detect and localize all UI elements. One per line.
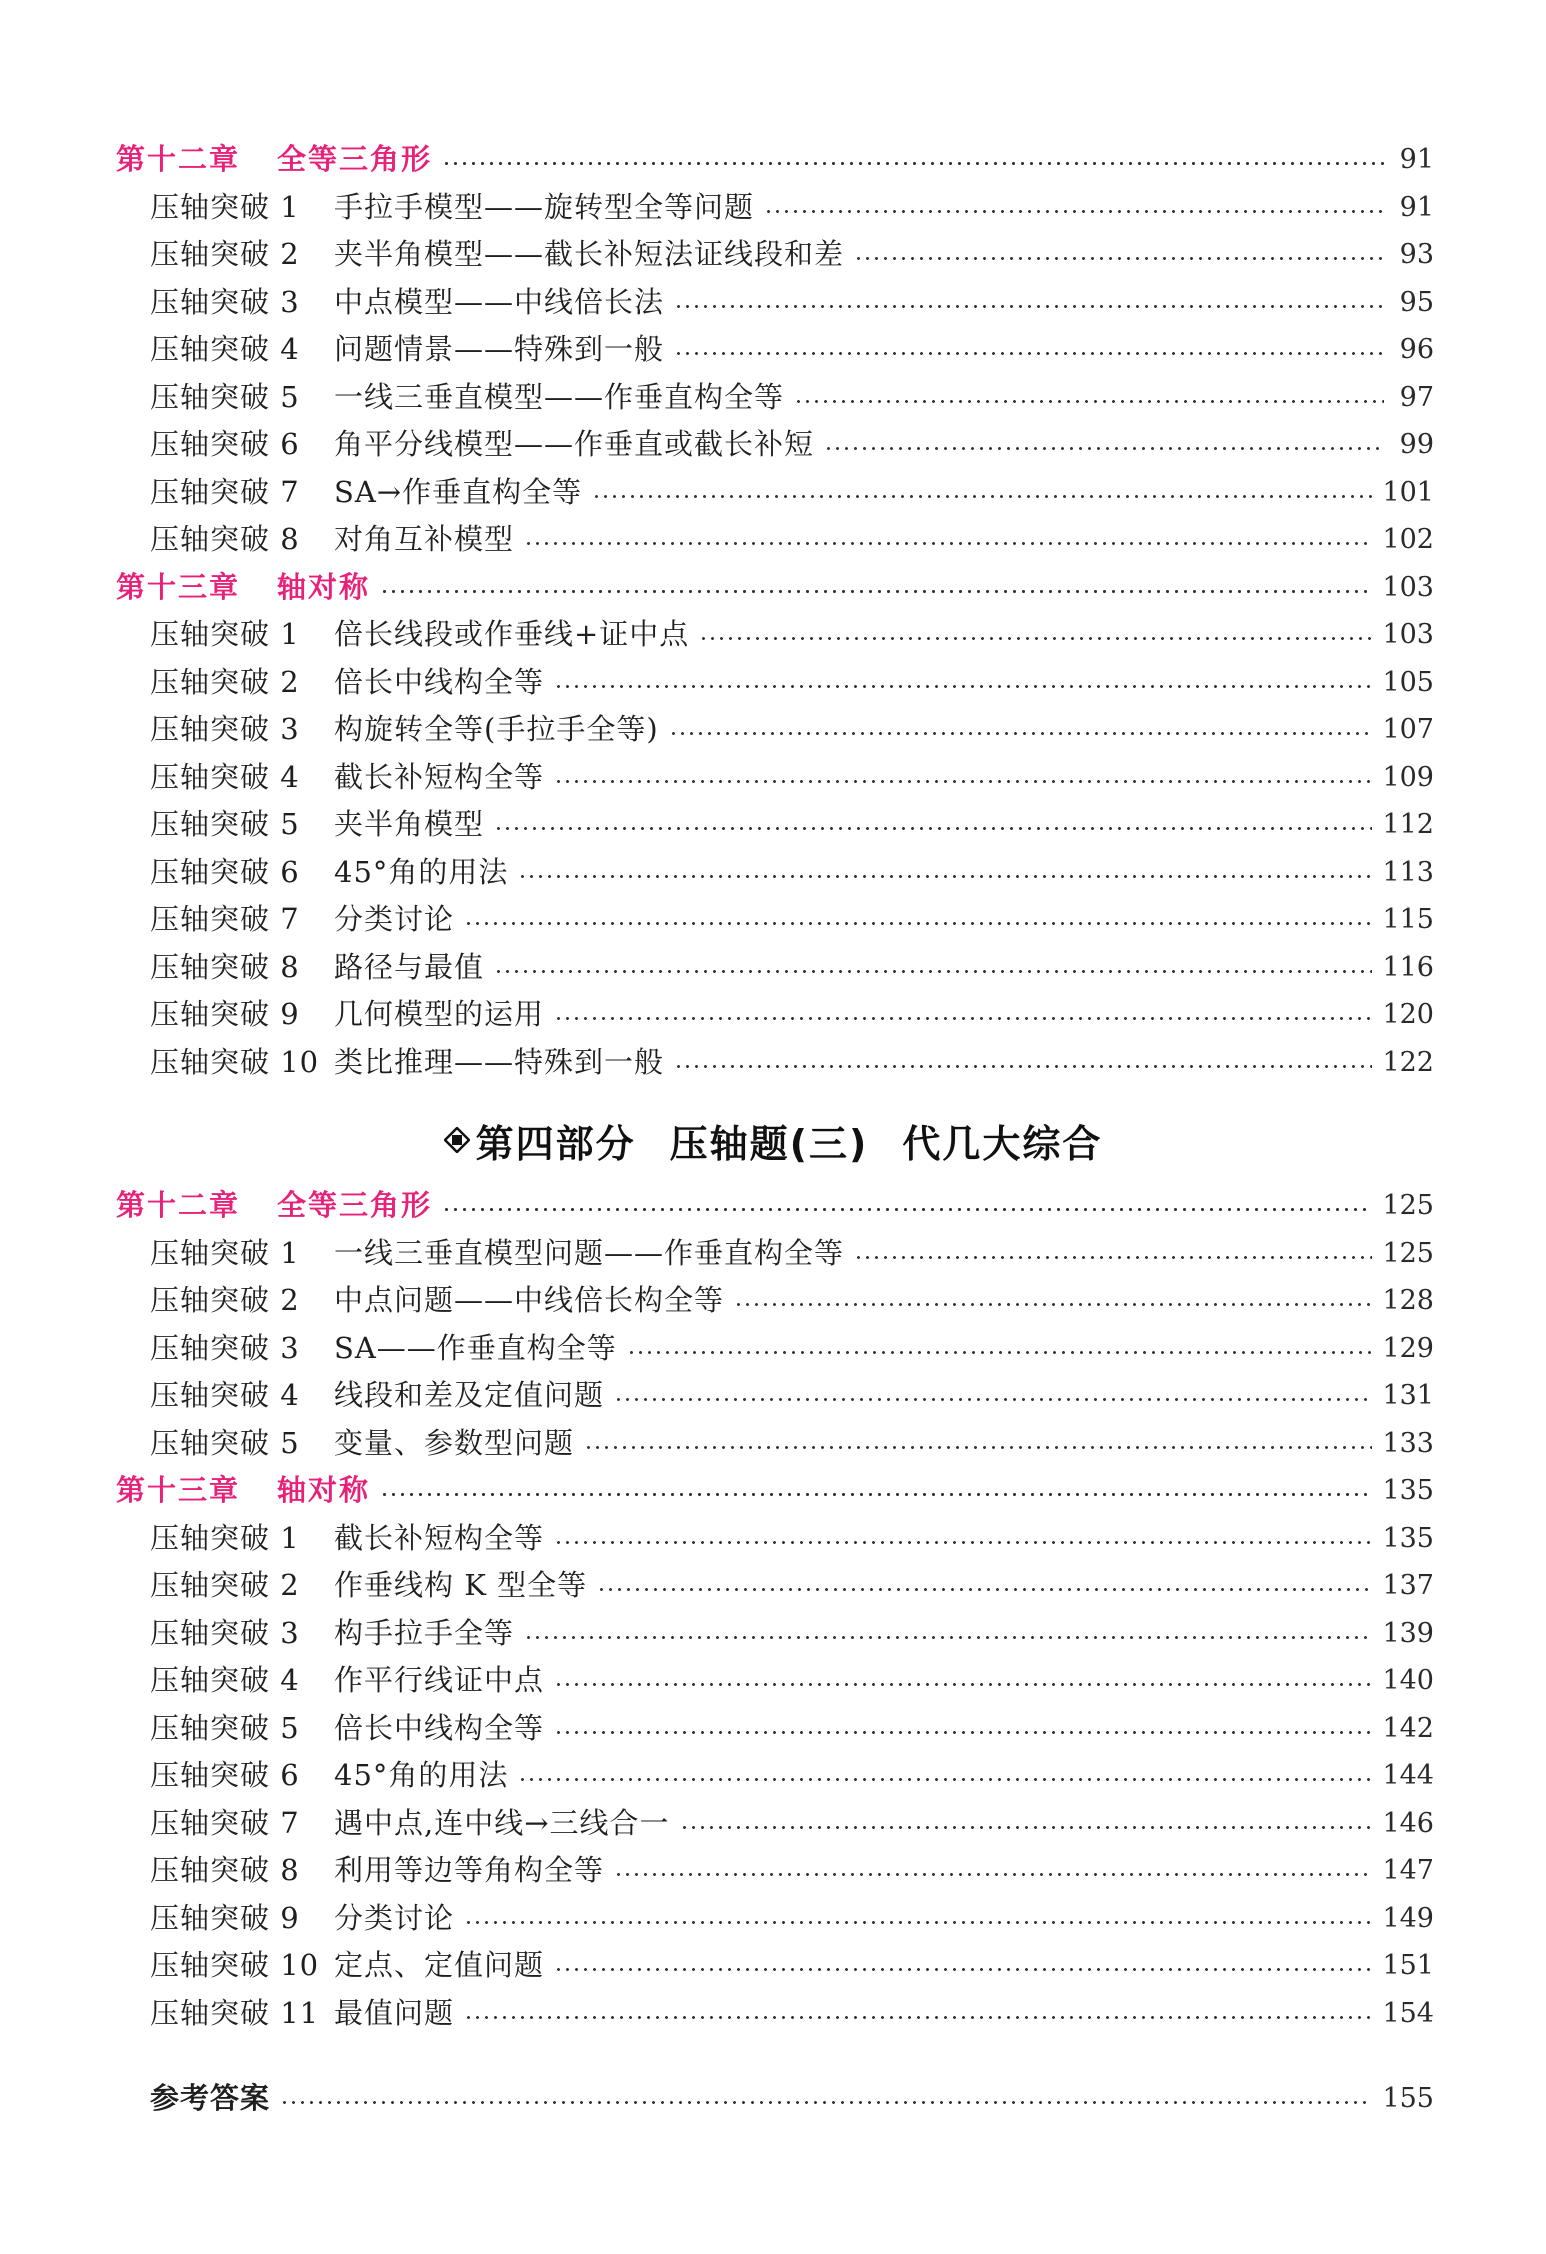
entry-prefix: 压轴突破 5 (150, 1710, 300, 1745)
entry-page-number: 101 (1382, 476, 1434, 508)
dot-leader (280, 2101, 1372, 2104)
entry-prefix: 压轴突破 5 (150, 1425, 300, 1460)
entry-page-number: 129 (1382, 1332, 1434, 1364)
entry-page-number: 103 (1382, 619, 1434, 651)
dot-leader (554, 1731, 1372, 1734)
dot-leader (674, 305, 1384, 308)
entry-prefix: 压轴突破 2 (150, 1283, 300, 1318)
dot-leader (524, 1636, 1372, 1639)
part-heading (0, 1110, 1546, 1170)
entry-prefix: 压轴突破 2 (150, 1568, 300, 1603)
entry-title: 截长补短构全等 (334, 759, 545, 794)
dot-leader (380, 590, 1372, 593)
entry-page-number: 151 (1382, 1950, 1434, 1982)
dot-leader (494, 970, 1372, 973)
entry-title: 角平分线模型——作垂直或截长补短 (334, 427, 815, 462)
entry-page-number: 97 (1399, 381, 1434, 413)
chapter-page-number: 103 (1382, 571, 1434, 603)
entry-prefix: 压轴突破 9 (150, 997, 300, 1032)
entry-page-number: 120 (1382, 999, 1434, 1031)
entry-title: 对角互补模型 (334, 522, 515, 557)
entry-page-number: 147 (1382, 1855, 1434, 1887)
toc-entry[interactable] (0, 1990, 1546, 2038)
entry-title: 夹半角模型 (334, 807, 485, 842)
entry-prefix: 压轴突破 2 (150, 237, 300, 272)
entry-prefix: 压轴突破 7 (150, 902, 300, 937)
entry-page-number: 128 (1382, 1285, 1434, 1317)
part-topic: 代几大综合 (902, 1121, 1103, 1166)
entry-prefix: 压轴突破 1 (150, 189, 300, 224)
dot-leader (614, 1873, 1372, 1876)
entry-title: SA——作垂直构全等 (334, 1330, 617, 1365)
entry-prefix: 压轴突破 10 (150, 1948, 320, 1983)
dot-leader (554, 780, 1372, 783)
toc-entry[interactable] (0, 659, 1546, 707)
toc-entry[interactable] (0, 1230, 1546, 1278)
entry-page-number: 93 (1399, 239, 1434, 271)
toc-entry[interactable] (0, 991, 1546, 1039)
dot-leader (464, 1921, 1372, 1924)
entry-prefix: 压轴突破 2 (150, 664, 300, 699)
entry-title: 45°角的用法 (334, 1758, 509, 1793)
answers-label: 参考答案 (150, 2081, 271, 2116)
toc-entry[interactable] (0, 1800, 1546, 1848)
toc-entry[interactable] (0, 754, 1546, 802)
dot-leader (734, 1303, 1372, 1306)
entry-title: SA→作垂直构全等 (334, 474, 583, 509)
chapter-page-number: 91 (1399, 144, 1434, 176)
dot-leader (764, 210, 1384, 213)
dot-leader (524, 542, 1372, 545)
entry-page-number: 107 (1382, 714, 1434, 746)
diamond-square-icon (444, 1127, 470, 1153)
entry-prefix: 压轴突破 8 (150, 522, 300, 557)
entry-page-number: 99 (1399, 429, 1434, 461)
entry-title: 最值问题 (334, 1995, 455, 2030)
toc-entry[interactable] (0, 849, 1546, 897)
toc-entry[interactable] (0, 896, 1546, 944)
toc-entry[interactable] (0, 1705, 1546, 1753)
chapter-row[interactable] (0, 1182, 1546, 1230)
dot-leader (464, 922, 1372, 925)
toc-entry[interactable] (0, 1657, 1546, 1705)
chapter-title: 轴对称 (277, 1473, 371, 1508)
entry-title: 作平行线证中点 (334, 1663, 545, 1698)
entry-prefix: 压轴突破 6 (150, 427, 300, 462)
chapter-title: 全等三角形 (277, 142, 433, 177)
toc-entry[interactable] (0, 516, 1546, 564)
dot-leader (854, 1256, 1372, 1259)
entry-page-number: 137 (1382, 1570, 1434, 1602)
chapter-page-number: 135 (1382, 1475, 1434, 1507)
entry-page-number: 149 (1382, 1902, 1434, 1934)
toc-entry[interactable] (0, 1895, 1546, 1943)
entry-prefix: 压轴突破 10 (150, 1044, 320, 1079)
dot-leader (627, 1351, 1373, 1354)
dot-leader (680, 1826, 1373, 1829)
entry-title: 路径与最值 (334, 949, 485, 984)
entry-title: 45°角的用法 (334, 854, 509, 889)
entry-page-number: 125 (1382, 1237, 1434, 1269)
entry-title: 定点、定值问题 (334, 1948, 545, 1983)
dot-leader (554, 1541, 1372, 1544)
dot-leader (597, 1588, 1372, 1591)
entry-page-number: 154 (1382, 1997, 1434, 2029)
entry-title: 分类讨论 (334, 1900, 455, 1935)
dot-leader (674, 1065, 1372, 1068)
dot-leader (614, 1398, 1372, 1401)
entry-title: 中点问题——中线倍长构全等 (334, 1283, 725, 1318)
toc-entry[interactable] (0, 801, 1546, 849)
entry-title: 作垂线构 K 型全等 (334, 1568, 588, 1603)
dot-leader (518, 1778, 1372, 1781)
toc-entry[interactable] (0, 1277, 1546, 1325)
entry-prefix: 压轴突破 3 (150, 1615, 300, 1650)
toc-entry[interactable] (0, 231, 1546, 279)
dot-leader (442, 162, 1384, 165)
toc-entry[interactable] (0, 326, 1546, 374)
entry-title: 构手拉手全等 (334, 1615, 515, 1650)
toc-entry[interactable] (0, 1039, 1546, 1087)
entry-prefix: 压轴突破 4 (150, 1663, 300, 1698)
dot-leader (854, 257, 1384, 260)
entry-prefix: 压轴突破 1 (150, 1235, 300, 1270)
chapter-number: 第十三章 (116, 1473, 241, 1508)
entry-title: 夹半角模型——截长补短法证线段和差 (334, 237, 845, 272)
entry-title: 截长补短构全等 (334, 1520, 545, 1555)
entry-prefix: 压轴突破 3 (150, 712, 300, 747)
entry-page-number: 142 (1382, 1712, 1434, 1744)
dot-leader (669, 732, 1373, 735)
toc-entry[interactable] (0, 1420, 1546, 1468)
dot-leader (380, 1493, 1372, 1496)
entry-title: 手拉手模型——旋转型全等问题 (334, 189, 755, 224)
entry-title: 几何模型的运用 (334, 997, 545, 1032)
entry-prefix: 压轴突破 5 (150, 379, 300, 414)
entry-page-number: 91 (1399, 191, 1434, 223)
toc-entry[interactable] (0, 184, 1546, 232)
entry-prefix: 压轴突破 8 (150, 1853, 300, 1888)
toc-entry[interactable] (0, 944, 1546, 992)
entry-page-number: 113 (1382, 856, 1434, 888)
dot-leader (494, 827, 1372, 830)
entry-page-number: 96 (1399, 334, 1434, 366)
toc-section-2 (0, 1182, 1546, 2037)
entry-prefix: 压轴突破 1 (150, 1520, 300, 1555)
answers-block (0, 2075, 1546, 2123)
answers-row[interactable] (0, 2075, 1546, 2123)
entry-page-number: 122 (1382, 1046, 1434, 1078)
entry-page-number: 105 (1382, 666, 1434, 698)
dot-leader (554, 685, 1372, 688)
chapter-row[interactable] (0, 136, 1546, 184)
dot-leader (699, 637, 1372, 640)
entry-prefix: 压轴突破 6 (150, 1758, 300, 1793)
entry-title: 问题情景——特殊到一般 (334, 332, 665, 367)
chapter-page-number: 125 (1382, 1190, 1434, 1222)
dot-leader (824, 447, 1384, 450)
chapter-row[interactable] (0, 564, 1546, 612)
toc-entry[interactable] (0, 1847, 1546, 1895)
entry-page-number: 135 (1382, 1522, 1434, 1554)
entry-title: 分类讨论 (334, 902, 455, 937)
part-number: 第四部分 (475, 1121, 636, 1166)
entry-title: 中点模型——中线倍长法 (334, 284, 665, 319)
dot-leader (554, 1968, 1372, 1971)
toc-entry[interactable] (0, 1942, 1546, 1990)
entry-page-number: 139 (1382, 1617, 1434, 1649)
dot-leader (554, 1683, 1372, 1686)
entry-page-number: 144 (1382, 1760, 1434, 1792)
chapter-number: 第十二章 (116, 1188, 241, 1223)
toc-entry[interactable] (0, 1372, 1546, 1420)
entry-prefix: 压轴突破 1 (150, 617, 300, 652)
toc-entry[interactable] (0, 469, 1546, 517)
entry-title: 一线三垂直模型——作垂直构全等 (334, 379, 785, 414)
chapter-title: 轴对称 (277, 569, 371, 604)
entry-prefix: 压轴突破 9 (150, 1900, 300, 1935)
entry-title: 倍长中线构全等 (334, 1710, 545, 1745)
entry-title: 利用等边等角构全等 (334, 1853, 605, 1888)
toc-entry[interactable] (0, 1610, 1546, 1658)
entry-prefix: 压轴突破 8 (150, 949, 300, 984)
toc-entry[interactable] (0, 279, 1546, 327)
entry-page-number: 112 (1382, 809, 1434, 841)
dot-leader (794, 400, 1384, 403)
entry-prefix: 压轴突破 11 (150, 1995, 320, 2030)
entry-page-number: 146 (1382, 1807, 1434, 1839)
dot-leader (464, 2016, 1372, 2019)
chapter-number: 第十三章 (116, 569, 241, 604)
dot-leader (554, 1017, 1372, 1020)
entry-prefix: 压轴突破 4 (150, 1378, 300, 1413)
entry-prefix: 压轴突破 3 (150, 1330, 300, 1365)
toc-entry[interactable] (0, 611, 1546, 659)
dot-leader (442, 1208, 1372, 1211)
entry-prefix: 压轴突破 4 (150, 759, 300, 794)
entry-prefix: 压轴突破 3 (150, 284, 300, 319)
entry-page-number: 116 (1382, 951, 1434, 983)
entry-title: 线段和差及定值问题 (334, 1378, 605, 1413)
entry-prefix: 压轴突破 6 (150, 854, 300, 889)
toc-section-1 (0, 136, 1546, 1086)
entry-title: 一线三垂直模型问题——作垂直构全等 (334, 1235, 845, 1270)
entry-title: 遇中点,连中线→三线合一 (334, 1805, 670, 1840)
part-name: 压轴题(三) (669, 1121, 869, 1166)
dot-leader (674, 352, 1384, 355)
entry-title: 倍长线段或作垂线+证中点 (334, 617, 690, 652)
entry-prefix: 压轴突破 7 (150, 474, 300, 509)
entry-title: 构旋转全等(手拉手全等) (334, 712, 659, 747)
entry-page-number: 133 (1382, 1427, 1434, 1459)
chapter-title: 全等三角形 (277, 1188, 433, 1223)
entry-title: 类比推理——特殊到一般 (334, 1044, 665, 1079)
toc-entry[interactable] (0, 706, 1546, 754)
toc-entry[interactable] (0, 1325, 1546, 1373)
entry-page-number: 115 (1382, 904, 1434, 936)
entry-prefix: 压轴突破 5 (150, 807, 300, 842)
entry-title: 倍长中线构全等 (334, 664, 545, 699)
toc-entry[interactable] (0, 1515, 1546, 1563)
entry-title: 变量、参数型问题 (334, 1425, 575, 1460)
dot-leader (584, 1446, 1372, 1449)
toc-entry[interactable] (0, 1752, 1546, 1800)
entry-page-number: 109 (1382, 761, 1434, 793)
entry-prefix: 压轴突破 7 (150, 1805, 300, 1840)
entry-page-number: 140 (1382, 1665, 1434, 1697)
toc-entry[interactable] (0, 374, 1546, 422)
toc-entry[interactable] (0, 1562, 1546, 1610)
entry-page-number: 102 (1382, 524, 1434, 556)
chapter-number: 第十二章 (116, 142, 241, 177)
entry-page-number: 95 (1399, 286, 1434, 318)
entry-page-number: 131 (1382, 1380, 1434, 1412)
dot-leader (592, 495, 1372, 498)
answers-page-number: 155 (1382, 2083, 1434, 2115)
toc-entry[interactable] (0, 421, 1546, 469)
dot-leader (518, 875, 1372, 878)
entry-prefix: 压轴突破 4 (150, 332, 300, 367)
chapter-row[interactable] (0, 1467, 1546, 1515)
